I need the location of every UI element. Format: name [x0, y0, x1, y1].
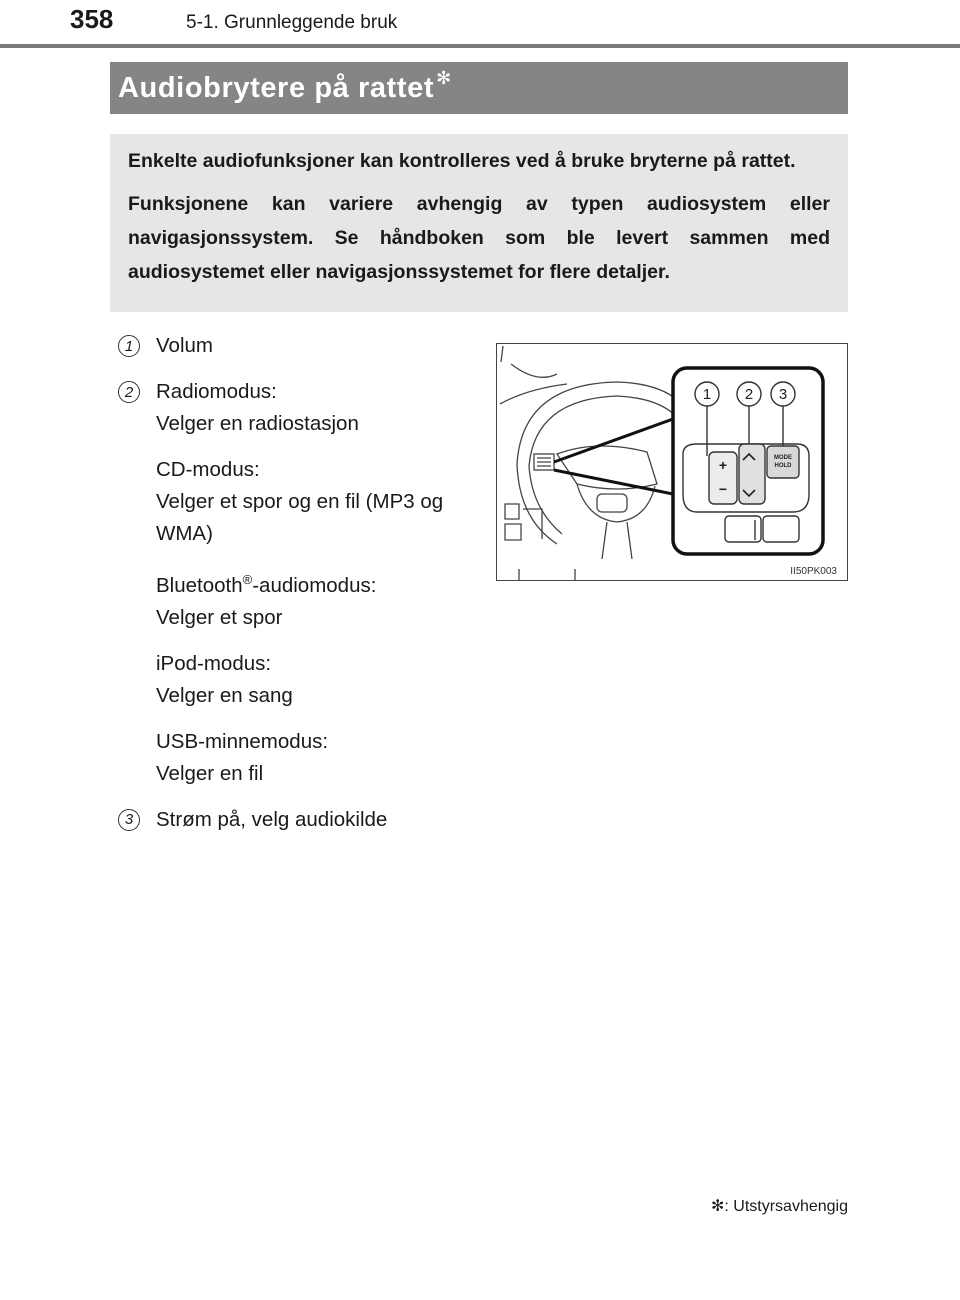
section-title-bar	[110, 62, 848, 114]
steering-wheel-drawing	[497, 344, 847, 580]
intro-box	[110, 134, 848, 312]
header-divider	[0, 44, 960, 48]
ipod-mode-label: iPod-modus:	[156, 651, 272, 675]
bluetooth-name: Bluetooth	[156, 573, 243, 597]
callout-2: 2	[744, 386, 754, 403]
cd-mode-desc: Velger et spor og en fil (MP3 og WMA)	[156, 490, 444, 545]
list-item	[118, 330, 488, 362]
function-list	[118, 330, 488, 850]
ipod-mode-block	[156, 648, 488, 712]
asterisk-icon: ✻	[710, 1198, 725, 1215]
hold-label: HOLD	[774, 463, 792, 469]
radio-mode-block	[156, 376, 488, 440]
bluetooth-mode-suffix: -audiomodus:	[252, 573, 377, 597]
usb-mode-block	[156, 726, 488, 790]
section-breadcrumb: 5-1. Grunnleggende bruk	[186, 12, 398, 33]
section-title: Audiobrytere på rattet	[118, 71, 435, 104]
asterisk-icon: ✻	[436, 68, 452, 88]
callout-3: 3	[778, 386, 788, 403]
item-number-badge: 3	[118, 809, 140, 831]
illustration-code: II50PK003	[790, 566, 837, 577]
footnote	[711, 1196, 848, 1216]
page-number: 358	[70, 4, 114, 34]
steering-switch-illustration	[496, 343, 848, 581]
volume-up-label: +	[718, 457, 728, 473]
item-power-text: Strøm på, velg audiokilde	[156, 807, 388, 831]
bluetooth-mode-block	[156, 564, 488, 634]
footnote-text: : Utstyrsavhengig	[724, 1198, 848, 1215]
bluetooth-mode-label	[156, 564, 488, 602]
intro-paragraph-2: Funksjonene kan variere avhengig av typen audiosystem eller navigasjonssystem. Se håndboken som ble levert sammen med audiosystemet eller navigasjonssystemet for flere detaljer.	[128, 193, 830, 283]
cd-mode-label: CD-modus:	[156, 458, 260, 481]
bluetooth-mode-desc: Velger et spor	[156, 605, 283, 629]
ipod-mode-desc: Velger en sang	[156, 683, 293, 707]
radio-mode-label: Radiomodus:	[156, 380, 277, 403]
cd-mode-block	[156, 454, 488, 550]
usb-mode-desc: Velger en fil	[156, 761, 264, 785]
registered-mark: ®	[242, 572, 253, 587]
callout-1: 1	[702, 386, 712, 403]
item-number-badge: 2	[118, 381, 140, 403]
item-number-badge: 1	[118, 335, 140, 357]
usb-mode-label: USB-minnemodus:	[156, 729, 329, 753]
list-item	[118, 804, 488, 836]
mode-label: MODE	[774, 455, 792, 461]
radio-mode-desc: Velger en radiostasjon	[156, 412, 359, 435]
item-volume-text: Volum	[156, 334, 213, 357]
volume-down-label: −	[718, 481, 728, 497]
intro-paragraph-1: Enkelte audiofunksjoner kan kontrolleres ved å bruke bryterne på rattet.	[128, 150, 796, 172]
list-item	[118, 376, 488, 790]
